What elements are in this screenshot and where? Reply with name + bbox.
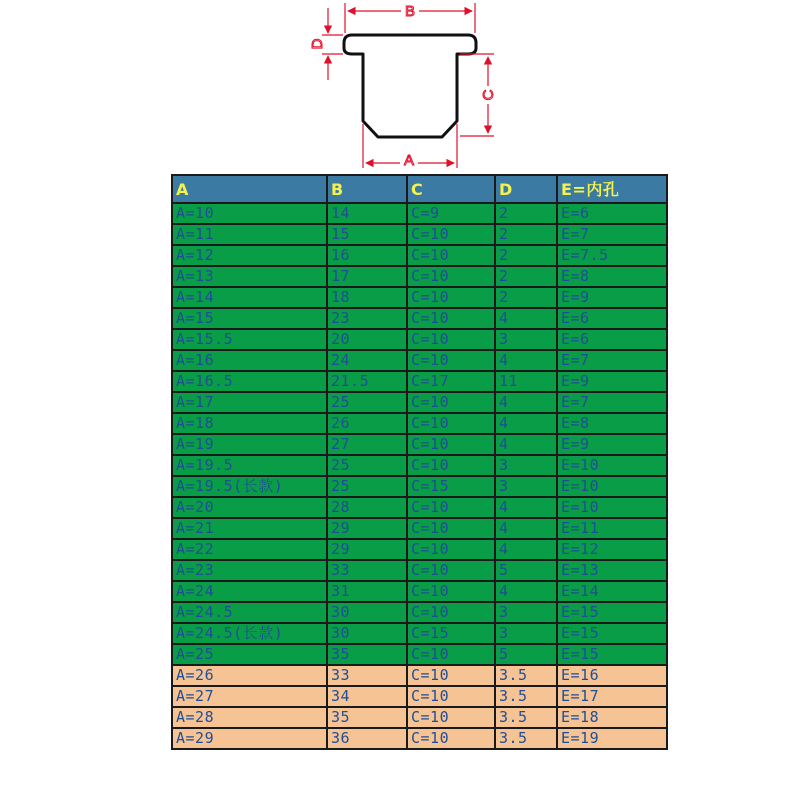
cell-b: 16: [327, 245, 407, 266]
cell-a: A=19.5(长款): [172, 476, 327, 497]
cell-a: A=11: [172, 224, 327, 245]
cell-c: C=10: [407, 455, 495, 476]
cell-d: 3.5: [495, 686, 557, 707]
cell-b: 29: [327, 539, 407, 560]
cell-b: 30: [327, 602, 407, 623]
cell-e: E=9: [557, 371, 667, 392]
cell-b: 24: [327, 350, 407, 371]
cell-c: C=10: [407, 728, 495, 749]
table-row: [172, 224, 667, 245]
cell-e: E=7: [557, 224, 667, 245]
cell-a: A=20: [172, 497, 327, 518]
cell-b: 33: [327, 665, 407, 686]
dimension-d: [309, 8, 343, 80]
cell-b: 23: [327, 308, 407, 329]
cell-c: C=10: [407, 287, 495, 308]
dimension-label-c: C: [479, 89, 497, 101]
cell-b: 36: [327, 728, 407, 749]
cell-c: C=10: [407, 350, 495, 371]
cell-e: E=8: [557, 413, 667, 434]
cell-c: C=17: [407, 371, 495, 392]
cell-c: C=10: [407, 644, 495, 665]
cell-d: 2: [495, 287, 557, 308]
cell-c: C=10: [407, 686, 495, 707]
cell-a: A=19: [172, 434, 327, 455]
table-row: [172, 707, 667, 728]
cell-a: A=22: [172, 539, 327, 560]
cell-b: 20: [327, 329, 407, 350]
cell-c: C=10: [407, 560, 495, 581]
cell-d: 2: [495, 224, 557, 245]
table-row: [172, 266, 667, 287]
cell-e: E=12: [557, 539, 667, 560]
column-header-c: C: [407, 175, 495, 203]
cell-c: C=10: [407, 602, 495, 623]
table-row: [172, 686, 667, 707]
table-row: [172, 476, 667, 497]
cell-b: 25: [327, 392, 407, 413]
cell-b: 18: [327, 287, 407, 308]
cell-c: C=10: [407, 497, 495, 518]
table-row: [172, 329, 667, 350]
column-header-e-inner-hole: E=内孔: [557, 175, 667, 203]
cell-d: 4: [495, 413, 557, 434]
cell-c: C=10: [407, 266, 495, 287]
table-row: [172, 581, 667, 602]
cell-e: E=11: [557, 518, 667, 539]
table-row: [172, 392, 667, 413]
cell-a: A=16: [172, 350, 327, 371]
cell-e: E=10: [557, 476, 667, 497]
cell-c: C=9: [407, 203, 495, 224]
cell-a: A=28: [172, 707, 327, 728]
table-row: [172, 350, 667, 371]
dimension-c: [460, 54, 497, 136]
cell-b: 25: [327, 476, 407, 497]
size-spec-table: [171, 174, 668, 750]
cell-d: 4: [495, 434, 557, 455]
cell-d: 4: [495, 518, 557, 539]
table-row: [172, 518, 667, 539]
cell-d: 4: [495, 392, 557, 413]
table-row: [172, 539, 667, 560]
cell-c: C=10: [407, 392, 495, 413]
dimension-b: [345, 2, 475, 33]
cell-b: 26: [327, 413, 407, 434]
cell-e: E=9: [557, 434, 667, 455]
cell-b: 30: [327, 623, 407, 644]
cell-e: E=7: [557, 392, 667, 413]
cell-a: A=12: [172, 245, 327, 266]
cell-b: 28: [327, 497, 407, 518]
cell-a: A=14: [172, 287, 327, 308]
cell-d: 2: [495, 266, 557, 287]
cell-c: C=15: [407, 476, 495, 497]
cell-e: E=15: [557, 644, 667, 665]
cell-b: 31: [327, 581, 407, 602]
cell-a: A=18: [172, 413, 327, 434]
cell-a: A=15.5: [172, 329, 327, 350]
table-header-row: [172, 175, 667, 203]
cell-d: 4: [495, 581, 557, 602]
cell-c: C=10: [407, 413, 495, 434]
dimension-label-a: A: [403, 152, 415, 169]
table-row: [172, 560, 667, 581]
cell-e: E=14: [557, 581, 667, 602]
cell-d: 4: [495, 350, 557, 371]
table-row: [172, 644, 667, 665]
cell-d: 4: [495, 308, 557, 329]
cell-c: C=10: [407, 665, 495, 686]
cell-b: 25: [327, 455, 407, 476]
cell-d: 3.5: [495, 707, 557, 728]
cell-a: A=15: [172, 308, 327, 329]
cell-a: A=17: [172, 392, 327, 413]
cell-e: E=10: [557, 497, 667, 518]
cell-e: E=15: [557, 602, 667, 623]
table-row: [172, 455, 667, 476]
cell-e: E=9: [557, 287, 667, 308]
cell-e: E=6: [557, 329, 667, 350]
cell-d: 5: [495, 560, 557, 581]
cell-c: C=10: [407, 245, 495, 266]
dimension-label-d: D: [309, 38, 326, 50]
table-row: [172, 245, 667, 266]
cell-e: E=17: [557, 686, 667, 707]
cell-b: 27: [327, 434, 407, 455]
table-body: [172, 203, 667, 749]
cell-b: 29: [327, 518, 407, 539]
cell-d: 2: [495, 245, 557, 266]
cell-e: E=6: [557, 203, 667, 224]
table-row: [172, 434, 667, 455]
cell-b: 14: [327, 203, 407, 224]
cell-b: 33: [327, 560, 407, 581]
cell-e: E=7: [557, 350, 667, 371]
cell-d: 3.5: [495, 728, 557, 749]
cell-d: 4: [495, 539, 557, 560]
cell-e: E=15: [557, 623, 667, 644]
cell-a: A=26: [172, 665, 327, 686]
cell-a: A=19.5: [172, 455, 327, 476]
cell-e: E=13: [557, 560, 667, 581]
cell-d: 3.5: [495, 665, 557, 686]
cell-c: C=10: [407, 224, 495, 245]
cell-d: 3: [495, 623, 557, 644]
cell-a: A=27: [172, 686, 327, 707]
table-row: [172, 728, 667, 749]
cell-a: A=29: [172, 728, 327, 749]
cell-e: E=7.5: [557, 245, 667, 266]
cell-d: 3: [495, 476, 557, 497]
cell-e: E=6: [557, 308, 667, 329]
cell-c: C=10: [407, 434, 495, 455]
part-outline: [344, 35, 476, 137]
cell-d: 5: [495, 644, 557, 665]
cell-b: 35: [327, 707, 407, 728]
column-header-d: D: [495, 175, 557, 203]
cell-c: C=15: [407, 623, 495, 644]
cell-a: A=10: [172, 203, 327, 224]
table-row: [172, 623, 667, 644]
cell-b: 35: [327, 644, 407, 665]
cell-b: 34: [327, 686, 407, 707]
dimension-diagram: [0, 0, 800, 172]
cell-d: 11: [495, 371, 557, 392]
cell-a: A=24.5(长款): [172, 623, 327, 644]
table-row: [172, 287, 667, 308]
cell-d: 3: [495, 602, 557, 623]
cell-b: 15: [327, 224, 407, 245]
cell-c: C=10: [407, 308, 495, 329]
cell-a: A=21: [172, 518, 327, 539]
dimension-label-b: B: [404, 3, 416, 20]
table-row: [172, 308, 667, 329]
cell-a: A=23: [172, 560, 327, 581]
table-row: [172, 497, 667, 518]
cell-c: C=10: [407, 518, 495, 539]
cell-e: E=19: [557, 728, 667, 749]
column-header-a: A: [172, 175, 327, 203]
column-header-b: B: [327, 175, 407, 203]
cell-d: 3: [495, 329, 557, 350]
cell-d: 3: [495, 455, 557, 476]
cell-d: 2: [495, 203, 557, 224]
cell-d: 4: [495, 497, 557, 518]
cell-e: E=8: [557, 266, 667, 287]
cell-e: E=10: [557, 455, 667, 476]
cell-c: C=10: [407, 539, 495, 560]
table-row: [172, 413, 667, 434]
cell-b: 21.5: [327, 371, 407, 392]
table-row: [172, 665, 667, 686]
cell-b: 17: [327, 266, 407, 287]
table-row: [172, 602, 667, 623]
cell-a: A=16.5: [172, 371, 327, 392]
cell-a: A=13: [172, 266, 327, 287]
cell-c: C=10: [407, 581, 495, 602]
cell-a: A=24.5: [172, 602, 327, 623]
cell-a: A=25: [172, 644, 327, 665]
cell-a: A=24: [172, 581, 327, 602]
table-row: [172, 203, 667, 224]
cell-c: C=10: [407, 707, 495, 728]
cell-e: E=18: [557, 707, 667, 728]
table-row: [172, 371, 667, 392]
cell-c: C=10: [407, 329, 495, 350]
cell-e: E=16: [557, 665, 667, 686]
